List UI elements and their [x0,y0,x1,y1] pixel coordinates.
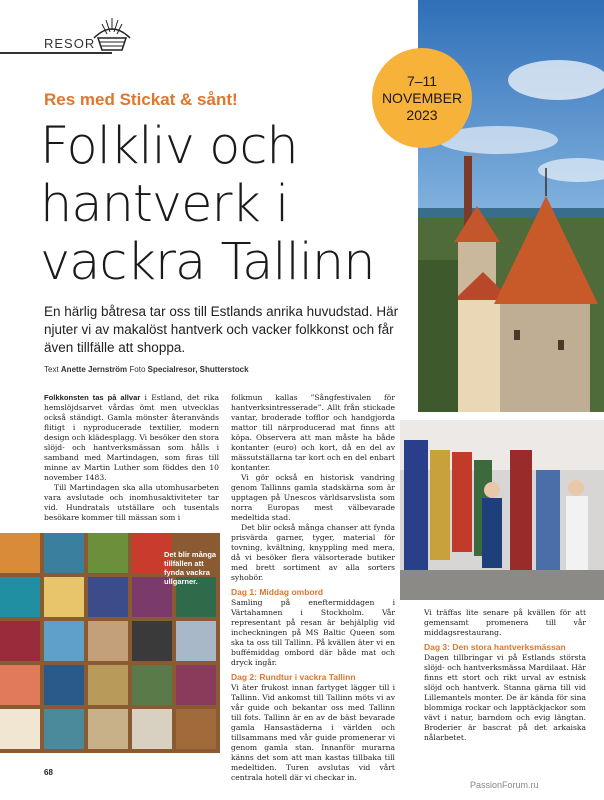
title-line-1: Folkliv och [40,117,298,176]
kicker: Res med Stickat & sånt! [44,90,238,109]
badge-year: 2023 [406,106,438,123]
day-3-text: Dagen tillbringar vi på Estlands största slöjd- och hantverksmässa Mardilaat. Här finns ett stort och rikt urval av estnisk slöjd och hantverk. Stanna gärna till vid Lillemantels monter. De är kända för sina blommiga rockar och lapptäckjackor som vävt i natur, barndom och evig längtan. Broderier är bascrat på det arkaiska nålarbetet. [424,653,586,742]
day-1-text: Samling på eneftermiddagen i Värtahamnen i Stockholm. Vår representant på resan är behjälplig vid incheckningen på MS Baltic Queen som ska ta oss till Tallinn. På kvällen äter vi en buffémiddag ombord där både mat och dryck ingår. [231,598,395,667]
body-column-1: Folkkonsten tas på allvar i Estland, det rika hemslöjdsarvet vårdas ömt men utvecklas också ständigt. Gamla mönster återanvänds flitigt i nyproducerade textilier, modern design och klädesplagg. Vi besöker den stora slöjd- och hantverksmässan som hålls i samband med Martindagen, som firas till minne av Martin Luther som föddes den 10 november 1483. Till Martindagen ska alla utomhusarbeten vara avslutade och inomhusaktiviteter tar vid. Hundratals utställare och tusentals besökare kommer till mässan som i [44,393,219,522]
watermark: PassionForum.ru [470,780,539,790]
yarn-basket-icon [88,14,136,54]
body-column-3 [424,608,586,743]
badge-dates: 7–11 [406,72,438,89]
credit-line: Text Anette Jernström Foto Specialresor, Shutterstock [44,365,249,374]
craft-fair-photo [400,420,604,600]
body-paragraph: folkmun kallas ”Sångfestivalen för hantverksintresserade”. Allt från stickade vantar, broderade tofflor och handgjorda mattor till närproducerad mat finns att köpa. Observera att man måste ha både kontanter (euro) och kort, då en del av mässutställarna tar kort och en del enbart kontanter. [231,393,395,472]
body-paragraph: Till Martindagen ska alla utomhusarbeten vara avslutade och inomhusaktiviteter tar vid. Hundratals utställare och tusentals besökare kommer till mässan som i [44,483,219,522]
page-title [40,118,400,292]
page-number: 68 [44,768,53,777]
title-line-3: vackra Tallinn [40,233,375,292]
day-2-text: Vi äter frukost innan fartyget lägger till i Tallinn. Vid ankomst till Tallinn möts vi av vår guide och bekantar oss med Tallinn till fots. Tallinn är en av de bäst bevarade gamla Hansastäderna i världen och tillsammans med vår guide promenerar vi genom gamla stan. Innanför murarna känns det som att man kastas tillbaka till medeltiden. Turen avslutas vid vårt centrala hotell där vi checkar in. [231,683,395,782]
photo-caption: Det blir många tillfällen att fynda vackra ullgarner. [164,550,217,586]
lead-paragraph: En härlig båtresa tar oss till Estlands anrika huvudstad. Här njuter vi av makalöst hantverk och vacker folkkonst och får även tillfälle att shoppa. [44,304,399,355]
date-badge [372,48,472,148]
day-2-heading: Dag 2: Rundtur i vackra Tallinn [231,672,356,682]
lead-in: Folkkonsten tas på allvar [44,393,141,402]
badge-month: NOVEMBER [381,89,463,106]
section-label: RESOR [44,36,96,51]
body-paragraph: Det blir också många chanser att fynda prisvärda garner, tyger, material för tovning, kvältning, knyppling med mera, då vi besöker flera välsorterade butiker med brett sortiment av alla sorters syhobör. [231,523,395,582]
day-3-heading: Dag 3: Den stora hantverksmässan [424,642,566,652]
body-column-2 [231,393,395,783]
body-paragraph: Vi träffas lite senare på kvällen för att gemensamt promenera till vår middagsrestaurang. [424,608,586,637]
title-line-2: hantverk i [40,175,289,234]
body-paragraph: Vi gör också en historisk vandring genom Tallinns gamla stadskärna som är upptagen på Unescos världsarvslista som norra Europas mest välbevarade medeltida stad. [231,473,395,522]
day-1-heading: Dag 1: Middag ombord [231,587,324,597]
